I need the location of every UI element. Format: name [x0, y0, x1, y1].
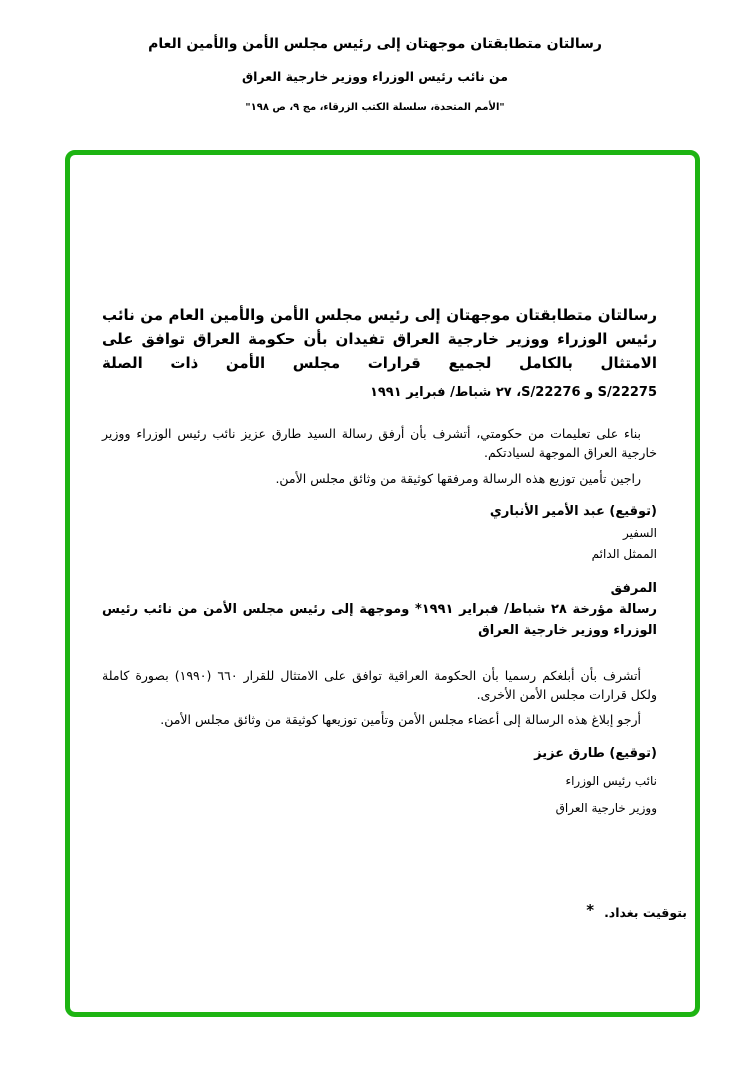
- letter-title: رسالتان متطابقتان موجهتان إلى رئيس مجلس الأمن والأمين العام من نائب رئيس الوزراء ووزير خارجية العراق تفيدان بأن حكومة العراق توافق على الامتثال بالكامل لجميع قرارات مجلس الأمن ذات الصلة: [102, 306, 657, 372]
- page-header: [0, 36, 750, 113]
- signature-block-minister: [102, 746, 657, 815]
- signature-title-1: نائب رئيس الوزراء: [565, 773, 657, 788]
- footnote-text: بتوقيت بغداد.: [604, 905, 687, 920]
- annex-paragraph-2: أرجو إبلاغ هذه الرسالة إلى أعضاء مجلس الأمن وتأمين توزيعها كوثيقة من وثائق مجلس الأمن.: [160, 712, 641, 728]
- letter-paragraph-1: بناء على تعليمات من حكومتي، أتشرف بأن أرفق رسالة السيد طارق عزيز نائب رئيس الوزراء ووزير خارجية العراق الموجهة لسيادتكم.: [102, 426, 657, 461]
- signature-name: (توقيع) عبد الأمير الأنباري: [489, 504, 657, 520]
- signature-name: (توقيع) طارق عزيز: [534, 745, 657, 761]
- document-frame: [65, 150, 700, 1017]
- signature-title-2: ووزير خارجية العراق: [555, 800, 657, 815]
- signature-block-ambassador: [102, 504, 657, 561]
- annex-paragraph-1: أتشرف بأن أبلغكم رسميا بأن الحكومة العراقية توافق على الامتثال للقرار ٦٦٠ (١٩٩٠) بصورة كاملة ولكل قرارات مجلس الأمن الأخرى.: [102, 667, 657, 703]
- signature-title-2: الممثل الدائم: [591, 547, 657, 562]
- asterisk-marker: *: [586, 901, 595, 919]
- header-title-line1: رسالتان متطابقتان موجهتان إلى رئيس مجلس الأمن والأمين العام: [148, 36, 602, 52]
- header-source-citation: "الأمم المتحدة، سلسلة الكتب الزرقاء، مج ٩، ص ١٩٨": [245, 102, 505, 113]
- header-title-line2: من نائب رئيس الوزراء ووزير خارجية العراق: [241, 69, 509, 84]
- annex-title: رسالة مؤرخة ٢٨ شباط/ فبراير ١٩٩١* وموجهة إلى رئيس مجلس الأمن من نائب رئيس الوزراء ووزير خارجية العراق: [102, 602, 657, 638]
- document-reference: S/22275 و S/22276، ٢٧ شباط/ فبراير ١٩٩١: [369, 385, 657, 400]
- letter-paragraph-2: راجين تأمين توزيع هذه الرسالة ومرفقها كوثيقة من وثائق مجلس الأمن.: [275, 470, 641, 486]
- document-content: [102, 303, 657, 815]
- footnote: [586, 901, 687, 920]
- signature-title-1: السفير: [622, 526, 657, 541]
- annex-heading: المرفق: [610, 581, 657, 597]
